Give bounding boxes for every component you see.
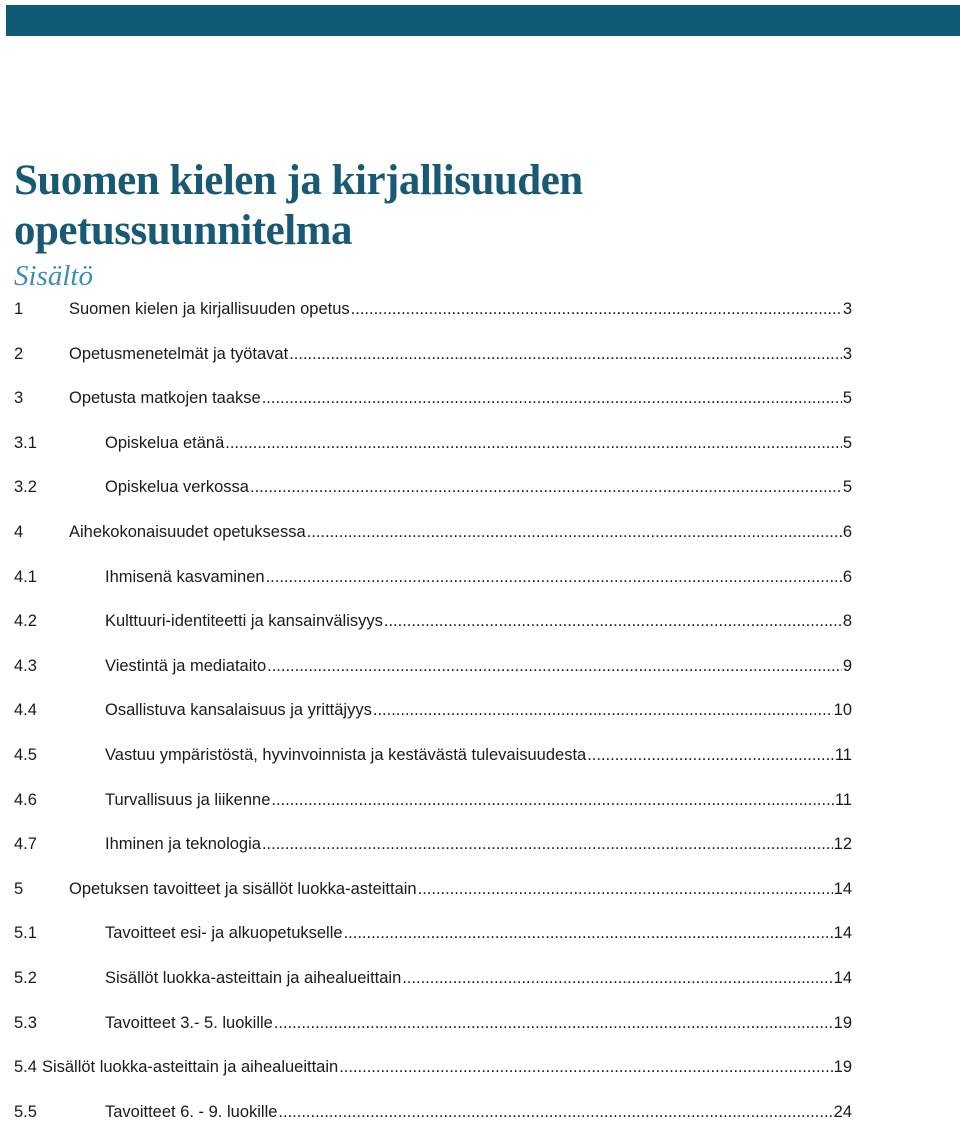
toc-entry[interactable] — [14, 1010, 852, 1055]
header-color-bar — [6, 5, 960, 36]
toc-entry[interactable] — [14, 385, 852, 430]
toc-entry-number: 3.1 — [14, 433, 37, 452]
toc-entry-page-number[interactable]: 6 — [842, 567, 852, 586]
table-of-contents — [14, 296, 852, 1143]
toc-dot-leader — [344, 920, 833, 946]
toc-dot-leader — [402, 965, 832, 991]
document-title: Suomen kielen ja kirjallisuuden opetussuunnitelma — [14, 157, 583, 254]
toc-dot-leader — [267, 653, 842, 679]
toc-entry-number: 1 — [14, 300, 24, 318]
toc-entry-number: 5.4 — [14, 1058, 37, 1077]
toc-entry-title[interactable]: Viestintä ja mediataito — [105, 656, 267, 675]
toc-dot-leader — [278, 1099, 832, 1125]
toc-entry[interactable] — [14, 341, 852, 386]
toc-dot-leader — [373, 697, 833, 723]
toc-dot-leader — [307, 519, 842, 545]
toc-entry-page-number[interactable]: 3 — [842, 300, 852, 318]
toc-dot-leader — [225, 430, 842, 456]
toc-entry-number: 2 — [14, 344, 24, 363]
toc-dot-leader — [351, 296, 842, 322]
toc-entry-page-number[interactable]: 12 — [833, 835, 852, 854]
toc-entry[interactable] — [14, 430, 852, 475]
toc-dot-leader — [274, 1010, 833, 1036]
toc-entry-title[interactable]: Ihmisenä kasvaminen — [105, 567, 265, 586]
toc-entry-title[interactable]: Vastuu ympäristöstä, hyvinvoinnista ja kestävästä tulevaisuudesta — [105, 745, 587, 764]
toc-entry[interactable] — [14, 697, 852, 742]
toc-entry[interactable] — [14, 474, 852, 519]
toc-entry-title[interactable]: Ihminen ja teknologia — [105, 835, 261, 854]
toc-entry-title[interactable]: Tavoitteet 6. - 9. luokille — [105, 1102, 278, 1121]
toc-entry-title[interactable]: Opiskelua etänä — [105, 433, 225, 452]
toc-entry-title[interactable]: Sisällöt luokka-asteittain ja aihealueittain — [41, 1058, 339, 1077]
toc-entry[interactable] — [14, 296, 852, 341]
toc-entry-number: 4.6 — [14, 790, 37, 809]
toc-entry-title[interactable]: Aihekokonaisuudet opetuksessa — [69, 522, 306, 541]
toc-entry-page-number[interactable]: 10 — [833, 701, 852, 720]
toc-entry-page-number[interactable]: 8 — [842, 612, 852, 631]
toc-entry-page-number[interactable]: 5 — [842, 433, 852, 452]
toc-entry-page-number[interactable]: 6 — [842, 522, 852, 541]
toc-entry-title[interactable]: Opetuksen tavoitteet ja sisällöt luokka-asteittain — [69, 879, 417, 898]
toc-entry-number: 5.1 — [14, 924, 37, 943]
toc-entry-page-number[interactable]: 9 — [842, 656, 852, 675]
toc-entry-number: 5.5 — [14, 1102, 37, 1121]
toc-entry-title[interactable]: Sisällöt luokka-asteittain ja aihealueittain — [105, 968, 402, 987]
toc-dot-leader — [250, 474, 842, 500]
toc-heading: Sisältö — [14, 260, 93, 292]
toc-entry-title[interactable]: Opetusmenetelmät ja työtavat — [69, 344, 289, 363]
toc-entry-title[interactable]: Opetusta matkojen taakse — [69, 389, 261, 408]
toc-entry-number: 3.2 — [14, 478, 37, 497]
toc-dot-leader — [339, 1054, 832, 1080]
toc-entry-number: 3 — [14, 389, 24, 408]
toc-entry[interactable] — [14, 965, 852, 1010]
toc-entry-page-number[interactable]: 19 — [833, 1013, 852, 1032]
toc-entry-page-number[interactable]: 14 — [833, 968, 852, 987]
toc-entry-number: 4 — [14, 522, 24, 541]
toc-entry[interactable] — [14, 787, 852, 832]
toc-dot-leader — [289, 341, 842, 367]
toc-entry-number: 4.4 — [14, 701, 37, 720]
toc-entry-page-number[interactable]: 5 — [842, 478, 852, 497]
toc-entry-title[interactable]: Kulttuuri-identiteetti ja kansainvälisyys — [105, 612, 383, 631]
toc-entry-number: 4.2 — [14, 612, 37, 631]
toc-dot-leader — [266, 564, 842, 590]
toc-entry-number: 4.7 — [14, 835, 37, 854]
toc-dot-leader — [271, 787, 833, 813]
toc-entry-page-number[interactable]: 3 — [842, 344, 852, 363]
toc-entry[interactable] — [14, 608, 852, 653]
toc-entry-number: 5 — [14, 879, 24, 898]
toc-entry[interactable] — [14, 653, 852, 698]
toc-entry[interactable] — [14, 564, 852, 609]
toc-entry[interactable] — [14, 742, 852, 787]
toc-entry[interactable] — [14, 876, 852, 921]
toc-dot-leader — [587, 742, 834, 768]
toc-entry[interactable] — [14, 519, 852, 564]
toc-entry-title[interactable]: Tavoitteet 3.- 5. luokille — [105, 1013, 273, 1032]
toc-entry[interactable] — [14, 920, 852, 965]
toc-dot-leader — [384, 608, 842, 634]
toc-entry-number: 4.5 — [14, 745, 37, 764]
toc-entry-number: 5.2 — [14, 968, 37, 987]
toc-entry-page-number[interactable]: 5 — [842, 389, 852, 408]
toc-entry-page-number[interactable]: 11 — [834, 790, 852, 809]
toc-entry-page-number[interactable]: 14 — [833, 879, 852, 898]
toc-entry-number: 5.3 — [14, 1013, 37, 1032]
toc-dot-leader — [262, 385, 842, 411]
toc-dot-leader — [418, 876, 833, 902]
toc-entry-title[interactable]: Osallistuva kansalaisuus ja yrittäjyys — [105, 701, 372, 720]
toc-entry[interactable] — [14, 1099, 852, 1143]
toc-entry-title[interactable]: Turvallisuus ja liikenne — [105, 790, 271, 809]
toc-entry-title[interactable]: Suomen kielen ja kirjallisuuden opetus — [69, 300, 350, 318]
toc-dot-leader — [262, 831, 833, 857]
toc-entry-number: 4.3 — [14, 656, 37, 675]
toc-entry[interactable] — [14, 1054, 852, 1099]
toc-entry[interactable] — [14, 831, 852, 876]
toc-entry-page-number[interactable]: 19 — [833, 1058, 852, 1077]
toc-entry-title[interactable]: Opiskelua verkossa — [105, 478, 249, 497]
toc-entry-page-number[interactable]: 24 — [833, 1102, 852, 1121]
toc-entry-number: 4.1 — [14, 567, 37, 586]
toc-entry-title[interactable]: Tavoitteet esi- ja alkuopetukselle — [105, 924, 343, 943]
toc-entry-page-number[interactable]: 14 — [833, 924, 852, 943]
toc-entry-page-number[interactable]: 11 — [834, 745, 852, 764]
